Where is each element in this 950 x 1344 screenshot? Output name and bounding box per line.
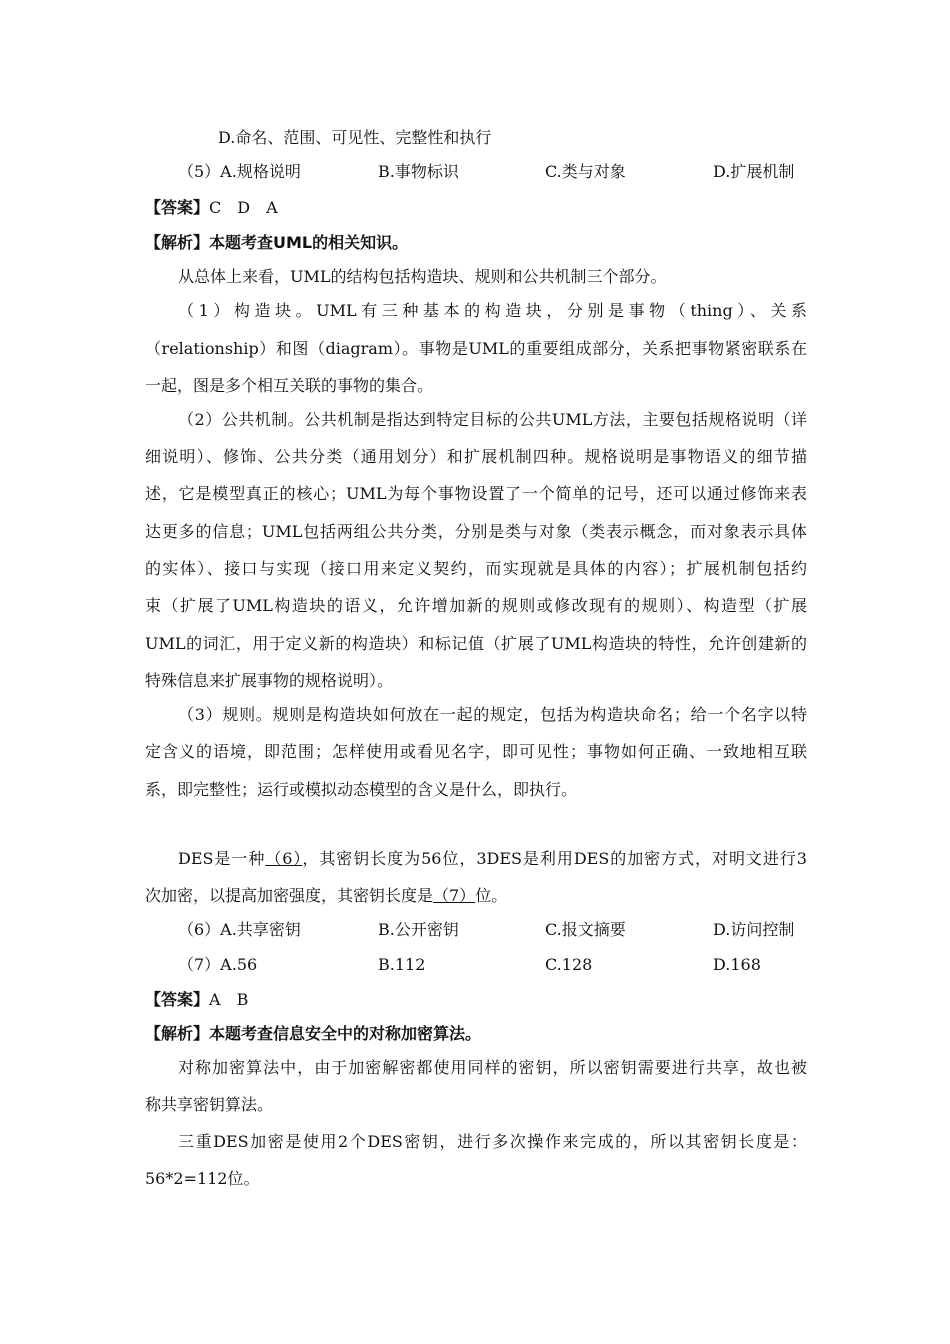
question-stem-line-2 (145, 886, 807, 906)
analysis-label: 【解析】 (145, 1024, 210, 1043)
paragraph-line: （1）构造块。UML有三种基本的构造块，分别是事物（thing）、关系 (178, 301, 807, 320)
options-row-7 (178, 955, 807, 975)
paragraph-line: 述，它是模型真正的核心；UML为每个事物设置了一个简单的记号，还可以通过修饰来表 (145, 484, 807, 503)
answer-value: A B (209, 990, 249, 1009)
paragraph-line: 细说明）、修饰、公共分类（通用划分）和扩展机制四种。规格说明是事物语义的细节描 (145, 447, 807, 466)
answer-value: C D A (209, 198, 278, 217)
paragraph-line: UML的词汇，用于定义新的构造块）和标记值（扩展了UML构造块的特性，允许创建新的 (145, 634, 807, 653)
stem-text: ，其密钥长度为56位，3DES是利用DES的加密方式，对明文进行3 (302, 849, 807, 868)
blank-7: （7） (433, 886, 476, 905)
stem-text: 次加密，以提高加密强度，其密钥长度是 (145, 886, 434, 905)
option-5-a: （5）A.规格说明 (178, 162, 301, 181)
stem-text: DES是一种 (178, 849, 266, 868)
options-row-6 (178, 920, 807, 940)
paragraph-line: 达更多的信息；UML包括两组公共分类，分别是类与对象（类表示概念，而对象表示具体 (145, 522, 807, 541)
option-6-c: C.报文摘要 (545, 920, 626, 939)
option-4-d: D.命名、范围、可见性、完整性和执行 (218, 128, 492, 147)
analysis-heading-2 (145, 1024, 807, 1044)
paragraph-line: 定含义的语境，即范围；怎样使用或看见名字，即可见性；事物如何正确、一致地相互联 (145, 742, 807, 761)
option-6-b: B.公开密钥 (378, 920, 459, 939)
paragraph-line: 一起，图是多个相互关联的事物的集合。 (145, 376, 434, 395)
paragraph-line: 对称加密算法中，由于加密解密都使用同样的密钥，所以密钥需要进行共享，故也被 (178, 1058, 807, 1077)
paragraph-line: 的实体）、接口与实现（接口用来定义契约，而实现就是具体的内容）；扩展机制包括约 (145, 559, 807, 578)
question-stem-line-1 (178, 849, 807, 869)
blank-6: （6） (265, 849, 303, 868)
option-7-d: D.168 (713, 955, 761, 974)
analysis-title: 本题考查UML的相关知识。 (209, 233, 409, 252)
paragraph-line: 称共享密钥算法。 (145, 1095, 274, 1114)
option-7-a: （7）A.56 (178, 955, 258, 974)
option-6-d: D.访问控制 (713, 920, 795, 939)
answer-label: 【答案】 (145, 990, 210, 1009)
paragraph-line: 56*2=112位。 (145, 1169, 260, 1188)
paragraph-line: 从总体上来看，UML的结构包括构造块、规则和公共机制三个部分。 (178, 267, 667, 286)
option-6-a: （6）A.共享密钥 (178, 920, 301, 939)
options-row-5 (178, 162, 807, 182)
option-5-d: D.扩展机制 (713, 162, 795, 181)
paragraph-line: 系，即完整性；运行或模拟动态模型的含义是什么，即执行。 (145, 780, 578, 799)
paragraph-line: （3）规则。规则是构造块如何放在一起的规定，包括为构造块命名；给一个名字以特 (178, 705, 807, 724)
answer-label: 【答案】 (145, 198, 210, 217)
option-5-c: C.类与对象 (545, 162, 626, 181)
answer-2 (145, 990, 807, 1010)
paragraph-line: 束（扩展了UML构造块的语义，允许增加新的规则或修改现有的规则）、构造型（扩展 (145, 596, 807, 615)
option-7-b: B.112 (378, 955, 426, 974)
paragraph-line: 三重DES加密是使用2个DES密钥，进行多次操作来完成的，所以其密钥长度是： (178, 1132, 807, 1151)
stem-text: 位。 (475, 886, 508, 905)
option-7-c: C.128 (545, 955, 593, 974)
answer-1 (145, 198, 807, 218)
analysis-title: 本题考查信息安全中的对称加密算法。 (209, 1024, 482, 1043)
paragraph-line: 特殊信息来扩展事物的规格说明）。 (145, 671, 394, 690)
analysis-heading-1 (145, 233, 807, 253)
paragraph-line: （relationship）和图（diagram）。事物是UML的重要组成部分，关系把事物紧密联系在 (145, 339, 807, 358)
paragraph-line: （2）公共机制。公共机制是指达到特定目标的公共UML方法，主要包括规格说明（详 (178, 410, 807, 429)
option-5-b: B.事物标识 (378, 162, 459, 181)
analysis-label: 【解析】 (145, 233, 210, 252)
